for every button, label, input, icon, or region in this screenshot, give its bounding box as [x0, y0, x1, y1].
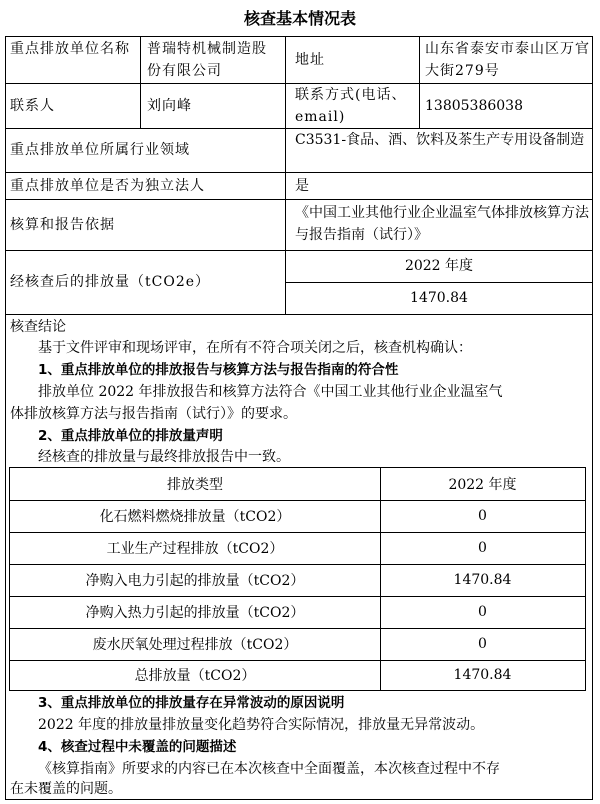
row-value: 0	[478, 636, 487, 652]
section-1-text: 体排放核算方法与报告指南（试行）》的要求。	[10, 406, 297, 422]
address-label: 地址	[295, 52, 325, 68]
rule	[6, 314, 592, 315]
contact-value: 刘向峰	[147, 97, 192, 114]
row-value: 1470.84	[453, 572, 512, 588]
emission-table	[9, 467, 586, 691]
row-value: 0	[478, 540, 487, 556]
rule	[285, 282, 592, 283]
rule	[140, 37, 141, 128]
address-value: 山东省泰安市泰山区万官大街279号	[425, 41, 590, 79]
row-value: 0	[478, 604, 487, 620]
section-1-text: 排放单位 2022 年排放报告和核算方法符合《中国工业其他行业企业温室气	[38, 384, 503, 400]
phone-label: 联系方式(电话、email)	[295, 87, 407, 125]
contact-label: 联系人	[10, 97, 55, 114]
row-type: 净购入电力引起的排放量（tCO2）	[85, 573, 305, 589]
row-value: 1470.84	[453, 667, 512, 683]
header-year: 2022 年度	[448, 477, 517, 493]
conclusion-intro: 基于文件评审和现场评审，在所有不符合项关闭之后，核查机构确认：	[38, 340, 472, 356]
legal-person-label: 重点排放单位是否为独立法人	[10, 177, 205, 194]
section-3-title: 3、重点排放单位的排放量存在异常波动的原因说明	[38, 695, 345, 711]
industry-value: C3531-食品、酒、饮料及茶生产专用设备制造	[295, 132, 585, 148]
table-row	[10, 628, 585, 660]
section-1-title: 1、重点排放单位的排放报告与核算方法与报告指南的符合性	[38, 362, 399, 378]
phone-value: 13805386038	[425, 97, 523, 114]
row-type: 废水厌氧处理过程排放（tCO2）	[92, 637, 298, 653]
section-4-text: 《核算指南》所要求的内容已在本次核查中全面覆盖，本次核查过程中不存	[38, 761, 500, 777]
emission-label: 经核查后的排放量（tCO2e）	[10, 274, 211, 290]
row-type: 化石燃料燃烧排放量（tCO2）	[99, 509, 291, 525]
emission-year: 2022 年度	[404, 258, 474, 274]
row-type: 净购入热力引起的排放量（tCO2）	[85, 605, 305, 621]
basis-label: 核算和报告依据	[10, 216, 115, 233]
page-title: 核查基本情况表	[243, 9, 356, 28]
industry-label: 重点排放单位所属行业领域	[10, 142, 190, 158]
rule	[419, 37, 420, 128]
table-row	[10, 532, 585, 564]
section-2-title: 2、重点排放单位的排放量声明	[38, 428, 223, 444]
unit-name-value: 普瑞特机械制造股份有限公司	[147, 41, 267, 79]
section-4-title: 4、核查过程中未覆盖的问题描述	[38, 739, 237, 755]
table-header	[10, 468, 585, 500]
section-3-text: 2022 年度的排放量排放量变化趋势符合实际情况，排放量无异常波动。	[38, 717, 485, 733]
section-2-text: 经核查的排放量与最终排放报告中一致。	[38, 449, 290, 465]
row-value: 0	[478, 508, 487, 524]
unit-name-label: 重点排放单位名称	[10, 41, 130, 57]
table-row	[10, 660, 585, 690]
table-row	[10, 500, 585, 532]
header-type: 排放类型	[167, 477, 223, 493]
row-type: 总排放量（tCO2）	[134, 668, 256, 684]
conclusion-heading: 核查结论	[10, 319, 66, 335]
table-row	[10, 564, 585, 596]
emission-value: 1470.84	[410, 290, 468, 306]
legal-person-value: 是	[295, 177, 310, 194]
section-4-text: 在未覆盖的问题。	[10, 781, 122, 797]
row-type: 工业生产过程排放（tCO2）	[106, 541, 284, 557]
table-row	[10, 596, 585, 628]
basis-value: 《中国工业其他行业企业温室气体排放核算方法与报告指南（试行）》	[295, 205, 589, 243]
